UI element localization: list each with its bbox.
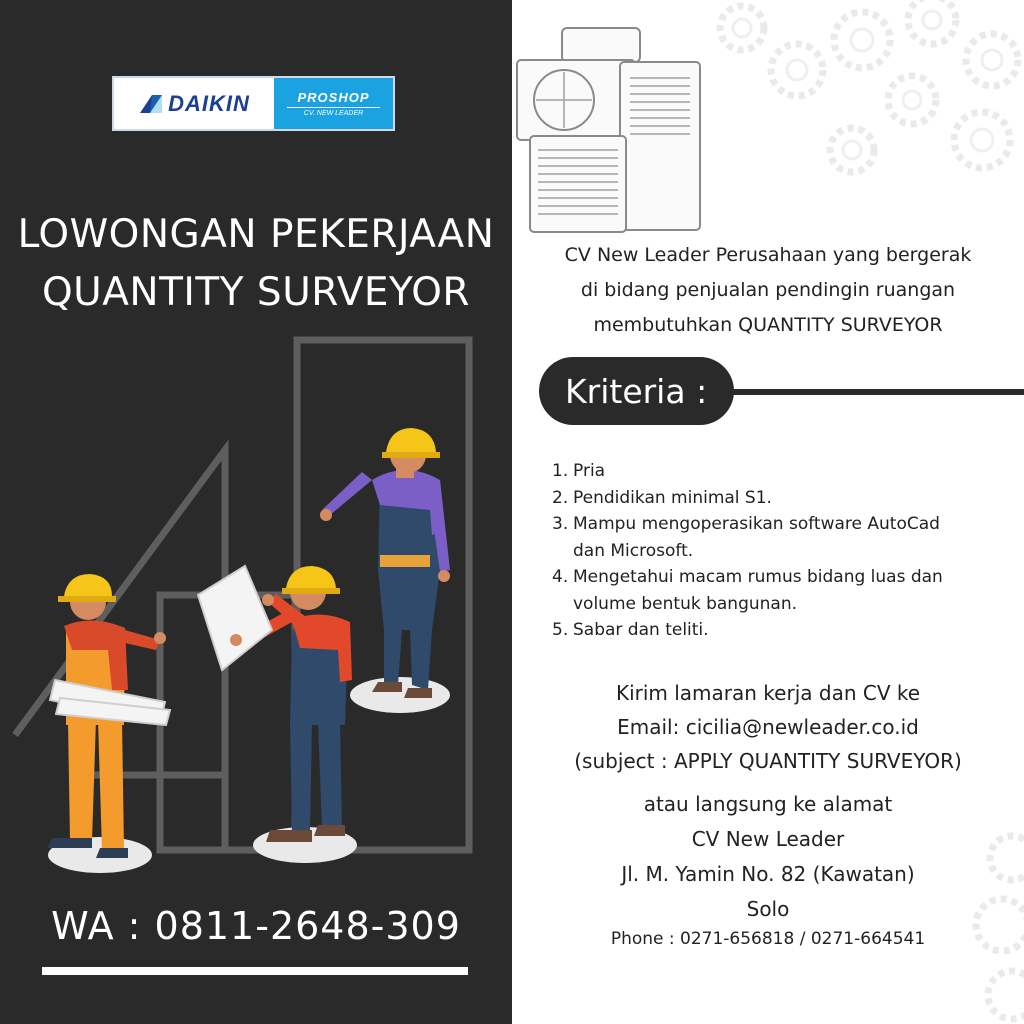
list-item: 1. Pria: [552, 461, 606, 481]
address-company: CV New Leader: [691, 827, 845, 851]
daikin-mark-icon: [138, 93, 164, 115]
gears-decoration-icon: [702, 0, 1024, 200]
whatsapp-number: WA : 0811-2648-309: [51, 904, 461, 948]
construction-workers-illustration: [0, 330, 512, 880]
apply-line-1: Kirim lamaran kerja dan CV ke: [615, 681, 921, 705]
address-street: Jl. M. Yamin No. 82 (Kawatan): [621, 862, 915, 886]
apply-instructions: [512, 676, 1024, 778]
air-conditioner-units-icon: [512, 0, 712, 240]
address-line-1: atau langsung ke alamat: [643, 792, 893, 816]
phone-numbers: Phone : 0271-656818 / 0271-664541: [610, 929, 926, 949]
apply-subject: (subject : APPLY QUANTITY SURVEYOR): [574, 749, 962, 773]
list-item: 2. Pendidikan minimal S1.: [552, 487, 772, 508]
proshop-label: PROSHOP: [287, 90, 379, 108]
worker-reading-plan-icon: [198, 566, 352, 842]
criteria-list: [552, 458, 1012, 644]
proshop-badge: [274, 78, 393, 129]
divider-line: [42, 967, 468, 975]
list-item: 3. Mampu mengoperasikan software AutoCad dan Microsoft.: [552, 514, 940, 561]
criteria-heading: Kriteria :: [539, 357, 734, 425]
address-block: [512, 787, 1024, 927]
daikin-proshop-logo: [112, 76, 395, 131]
address-city: Solo: [746, 897, 790, 921]
headline-line-2: QUANTITY SURVEYOR: [41, 270, 471, 315]
headline-line-1: LOWONGAN PEKERJAAN: [17, 212, 495, 257]
proshop-company: CV. NEW LEADER: [303, 110, 364, 117]
worker-holding-blueprints-icon: [48, 574, 170, 858]
daikin-logo: [114, 78, 274, 129]
intro-text: [512, 238, 1024, 343]
intro-line-2: di bidang penjualan pendingin ruangan: [580, 279, 956, 301]
intro-line-1: CV New Leader Perusahaan yang bergerak: [564, 244, 972, 266]
apply-email: Email: cicilia@newleader.co.id: [617, 715, 919, 739]
criteria-rule: [700, 389, 1024, 395]
list-item: 5. Sabar dan teliti.: [552, 620, 709, 640]
intro-line-3: membutuhkan QUANTITY SURVEYOR: [593, 314, 943, 336]
daikin-wordmark: DAIKIN: [168, 90, 250, 116]
list-item: 4. Mengetahui macam rumus bidang luas dan volume bentuk bangunan.: [552, 567, 943, 614]
